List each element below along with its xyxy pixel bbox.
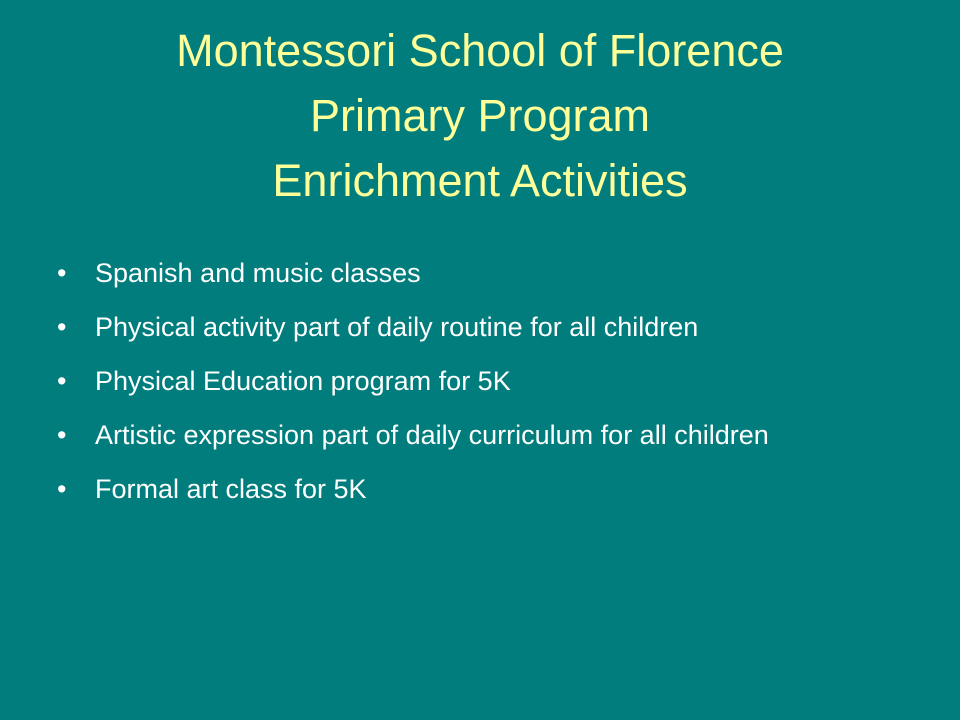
bullet-text: Physical Education program for 5K (95, 366, 511, 396)
title-line-activities: Enrichment Activities (272, 155, 688, 206)
bullet-text: Spanish and music classes (95, 258, 421, 288)
bullet-text: Formal art class for 5K (95, 474, 367, 504)
bullet-dot-icon: • (57, 474, 67, 504)
bullet-dot-icon: • (57, 420, 67, 450)
title-line-school: Montessori School of Florence (176, 25, 784, 76)
bullet-list (57, 253, 917, 523)
bullet-item (57, 415, 917, 456)
bullet-item (57, 253, 917, 294)
title-line-program: Primary Program (309, 90, 651, 141)
bullet-dot-icon: • (57, 366, 67, 396)
bullet-dot-icon: • (57, 258, 67, 288)
bullet-text: Physical activity part of daily routine for all children (95, 312, 699, 342)
slide-title (40, 18, 920, 213)
bullet-dot-icon: • (57, 312, 67, 342)
bullet-item (57, 307, 917, 348)
bullet-text: Artistic expression part of daily curriculum for all children (95, 420, 769, 450)
bullet-item (57, 361, 917, 402)
bullet-item (57, 469, 917, 510)
